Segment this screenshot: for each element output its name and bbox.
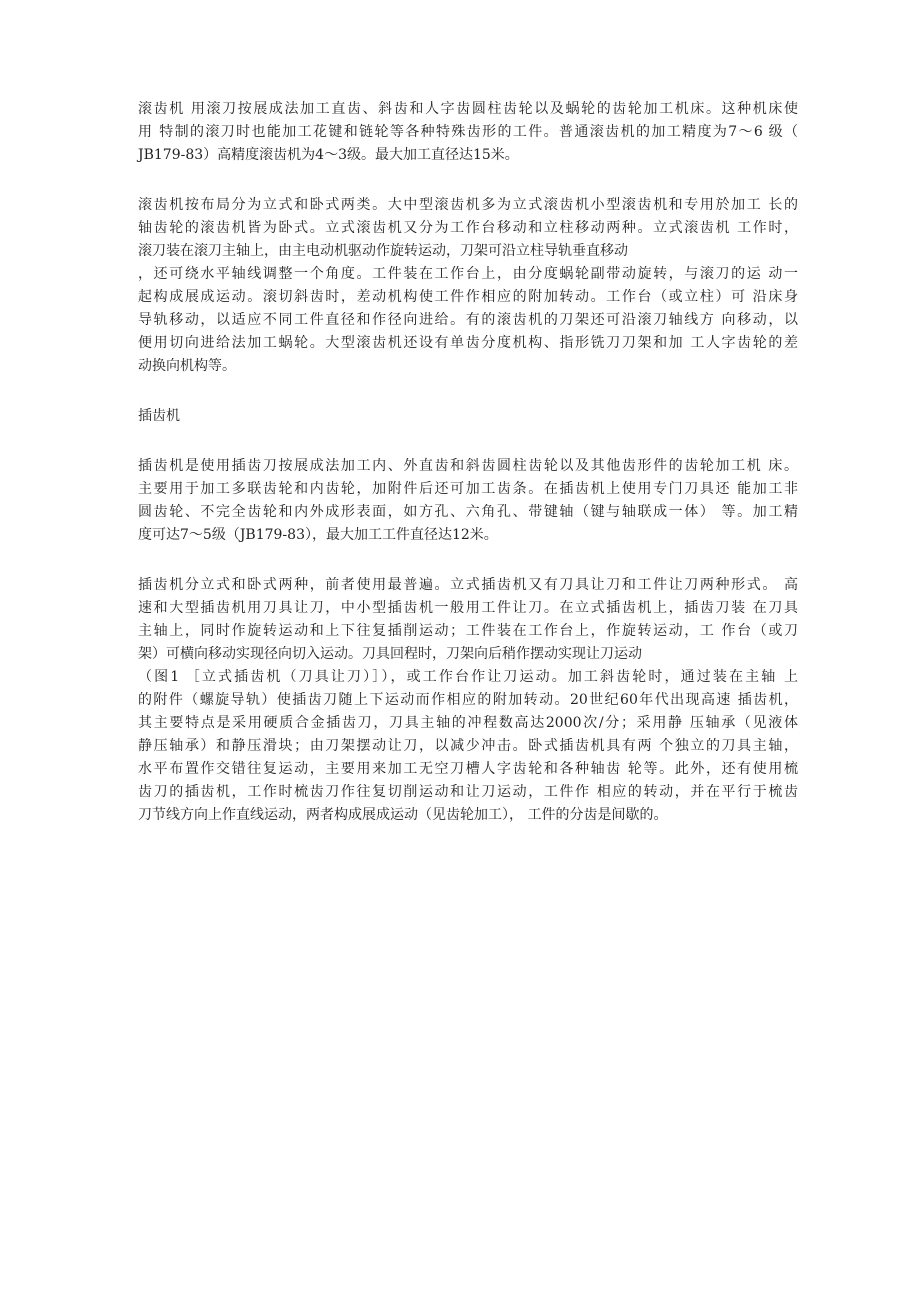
text-line: 动换向机构等。	[138, 358, 236, 374]
text-line: 水平布置作交错往复运动，主要用来加工无空刀槽人字齿轮和各种轴齿 轮等。此外，还有使用梳	[138, 761, 798, 777]
text-line: 便用切向进给法加工蜗轮。大型滚齿机还设有单齿分度机构、指形铣刀刀架和加 工人字齿轮的差	[138, 335, 798, 351]
text-line: 的附件（螺旋导轨）使插齿刀随上下运动而作相应的附加转动。20世纪60年代出现高速 插齿机，	[138, 692, 798, 708]
text-line: 速和大型插齿机用刀具让刀，中小型插齿机一般用工件让刀。在立式插齿机上，插齿刀装 在刀具	[138, 600, 798, 616]
text-line: 主要用于加工多联齿轮和内齿轮，加附件后还可加工齿条。在插齿机上使用专门刀具还 能加工非	[138, 481, 798, 497]
text-line: ，还可绕水平轴线调整一个角度。工件装在工作台上，由分度蜗轮副带动旋转，与滚刀的运 动一	[138, 266, 798, 282]
text-line: 静压轴承）和静压滑块；由刀架摆动让刀，以减少冲击。卧式插齿机具有两 个独立的刀具主轴，	[138, 738, 798, 754]
text-line: （图1 ［立式插齿机（刀具让刀）］），或工作台作让刀运动。加工斜齿轮时，通过装在主轴 上	[138, 669, 798, 685]
text-line: 插齿机分立式和卧式两种，前者使用最普遍。立式插齿机又有刀具让刀和工件让刀两种形式。 高	[138, 577, 798, 593]
text-line: 轴齿轮的滚齿机皆为卧式。立式滚齿机又分为工作台移动和立柱移动两种。立式滚齿机 工作时，	[138, 220, 798, 236]
text-line: 插齿机是使用插齿刀按展成法加工内、外直齿和斜齿圆柱齿轮以及其他齿形件的齿轮加工机 床。	[138, 458, 798, 474]
text-line: 主轴上，同时作旋转运动和上下往复插削运动；工件装在工作台上，作旋转运动，工 作台（或刀	[138, 623, 798, 639]
text-line: 度可达7～5级（JB179-83），最大加工工件直径达12米。	[138, 527, 498, 543]
text-line: JB179-83）高精度滚齿机为4～3级。最大加工直径达15米。	[138, 147, 519, 163]
text-line: 滚齿机 用滚刀按展成法加工直齿、斜齿和人字齿圆柱齿轮以及蜗轮的齿轮加工机床。这种机床使	[138, 101, 798, 117]
paragraph-shaper-intro	[138, 455, 798, 547]
paragraph-hobbing-layout	[138, 194, 798, 378]
text-line: 齿刀的插齿机，工作时梳齿刀作往复切削运动和让刀运动，工件作 相应的转动，并在平行于梳齿	[138, 784, 798, 800]
paragraph-hobbing-intro	[138, 98, 798, 167]
text-line: 刀节线方向上作直线运动，两者构成展成运动（见齿轮加工）， 工件的分齿是间歇的。	[138, 807, 668, 823]
text-line: 滚刀装在滚刀主轴上，由主电动机驱动作旋转运动，刀架可沿立柱导轨垂直移动	[138, 243, 628, 259]
section-heading-shaper: 插齿机	[138, 408, 180, 424]
text-line: 起构成展成运动。滚切斜齿时，差动机构使工件作相应的附加转动。工作台（或立柱）可 沿床身	[138, 289, 798, 305]
text-line: 圆齿轮、不完全齿轮和内外成形表面，如方孔、六角孔、带键轴（键与轴联成一体） 等。加工精	[138, 504, 798, 520]
text-line: 导轨移动，以适应不同工件直径和作径向进给。有的滚齿机的刀架还可沿滚刀轴线方 向移动，以	[138, 312, 798, 328]
text-line: 滚齿机按布局分为立式和卧式两类。大中型滚齿机多为立式滚齿机小型滚齿机和专用於加工 长的	[138, 197, 798, 213]
document-body	[138, 98, 798, 827]
text-line: 架）可横向移动实现径向切入运动。刀具回程时，刀架向后稍作摆动实现让刀运动	[138, 646, 642, 662]
text-line: 其主要特点是采用硬质合金插齿刀，刀具主轴的冲程数高达2000次/分；采用静 压轴承（见液体	[138, 715, 798, 731]
text-line: 用 特制的滚刀时也能加工花键和链轮等各种特殊齿形的工件。普通滚齿机的加工精度为7～6 级（	[138, 124, 798, 140]
paragraph-shaper-types	[138, 574, 798, 827]
